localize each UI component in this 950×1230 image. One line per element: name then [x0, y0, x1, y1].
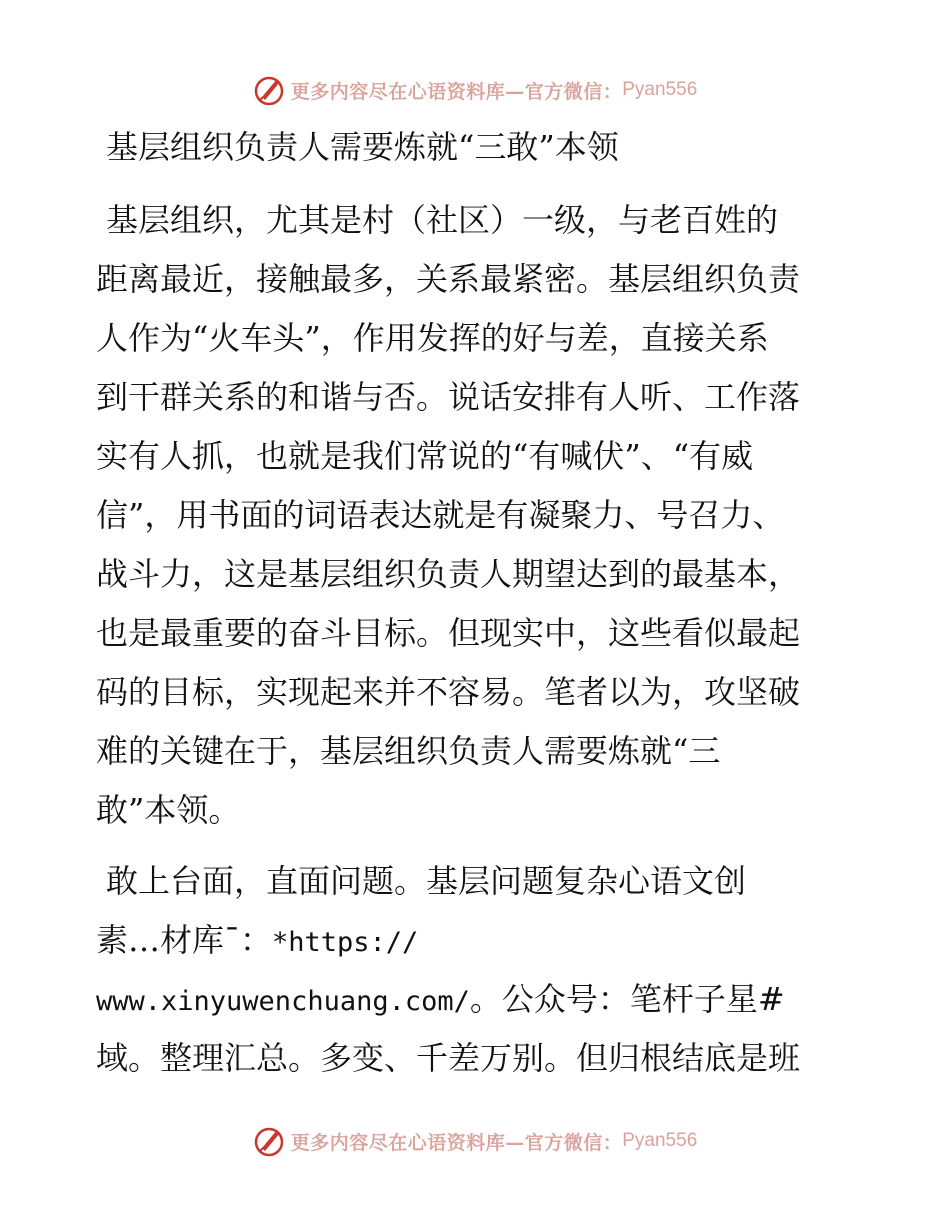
quill-seal-icon: [253, 73, 287, 107]
document-title: 基层组织负责人需要炼就“三敢”本领: [106, 128, 619, 166]
paragraph-line: [96, 977, 785, 1024]
paragraph-line: 信”，用书面的词语表达就是有凝聚力、号召力、: [96, 496, 785, 534]
watermark-text: 更多内容尽在心语资料库—官方微信：: [290, 1131, 623, 1154]
footer-watermark: [0, 1121, 950, 1161]
paragraph-line: 码的目标，实现起来并不容易。笔者以为，攻坚破: [96, 673, 801, 711]
paragraph-line: 域。整理汇总。多变、千差万别。但归根结底是班: [96, 1039, 801, 1077]
paragraph-line: 难的关键在于，基层组织负责人需要炼就“三: [96, 732, 721, 770]
watermark-wechat-id: Pyan556: [622, 79, 698, 100]
paragraph-line: 实有人抓，也就是我们常说的“有喊伏”、“有威: [96, 437, 754, 475]
paragraph-line: 敢”本领。: [96, 791, 241, 829]
paragraph-line: 敢上台面，直面问题。基层问题复杂心语文创: [106, 862, 747, 900]
watermark-wechat-id: Pyan556: [622, 1130, 698, 1151]
header-watermark: [0, 70, 950, 110]
paragraph-line: 距离最近，接触最多，关系最紧密。基层组织负责: [96, 260, 801, 298]
paragraph-line: 也是最重要的奋斗目标。但现实中，这些看似最起: [96, 614, 801, 652]
paragraph-line: 到干群关系的和谐与否。说话安排有人听、工作落: [96, 378, 801, 416]
quill-seal-icon: [253, 1124, 287, 1158]
paragraph-line: 战斗力，这是基层组织负责人期望达到的最基本，: [96, 555, 801, 593]
paragraph-line: 人作为“火车头”，作用发挥的好与差，直接关系: [96, 319, 769, 357]
website-url: www.xinyuwenchuang.com/: [96, 986, 470, 1017]
website-url-start: *https://: [272, 927, 419, 958]
paragraph-text: 素…材库¯：: [96, 921, 273, 959]
paragraph-line: 基层组织，尤其是村（社区）一级，与老百姓的: [106, 201, 779, 239]
paragraph-text: 。公众号：笔杆子星#: [469, 980, 785, 1018]
paragraph-line: [96, 918, 418, 965]
watermark-text: 更多内容尽在心语资料库—官方微信：: [290, 80, 623, 103]
